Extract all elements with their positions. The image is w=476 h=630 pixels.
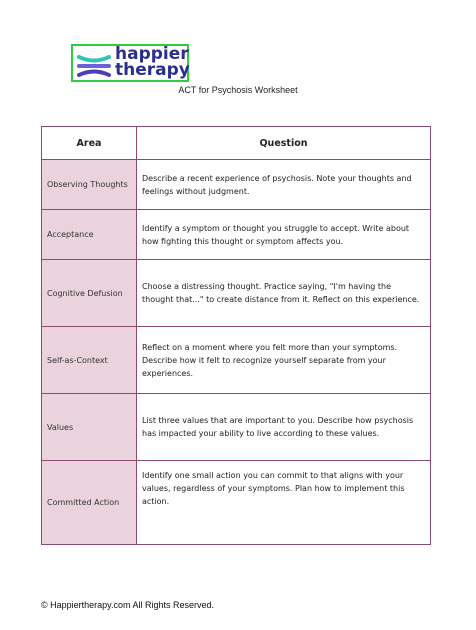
area-cell: Observing Thoughts — [42, 160, 137, 210]
logo-wave-icon — [77, 52, 111, 80]
table-row — [42, 260, 431, 327]
question-cell: Reflect on a moment where you felt more than your symptoms. Describe how it felt to recognize yourself separate from your experiences. — [137, 327, 431, 394]
worksheet-title: ACT for Psychosis Worksheet — [178, 85, 298, 95]
logo-line-1: happier — [115, 44, 189, 64]
table-row — [42, 210, 431, 260]
happier-therapy-logo — [71, 44, 189, 82]
header-area: Area — [42, 127, 137, 160]
area-cell: Acceptance — [42, 210, 137, 260]
area-cell: Committed Action — [42, 461, 137, 545]
question-cell: Choose a distressing thought. Practice saying, "I'm having the thought that..." to create distance from it. Reflect on this experience. — [137, 260, 431, 327]
area-cell: Values — [42, 394, 137, 461]
worksheet-table — [41, 126, 431, 545]
area-cell: Cognitive Defusion — [42, 260, 137, 327]
table-row — [42, 160, 431, 210]
table-row — [42, 394, 431, 461]
question-cell: Identify one small action you can commit to that aligns with your values, regardless of your symptoms. Plan how to implement this action. — [137, 461, 431, 545]
logo-wordmark — [115, 46, 190, 78]
logo-line-2: therapy — [115, 60, 190, 80]
area-cell: Self-as-Context — [42, 327, 137, 394]
table-header-row — [42, 127, 431, 160]
header-question: Question — [137, 127, 431, 160]
copyright-footer: © Happiertherapy.com All Rights Reserved. — [41, 600, 215, 610]
question-cell: Describe a recent experience of psychosis. Note your thoughts and feelings without judgment. — [137, 160, 431, 210]
question-cell: Identify a symptom or thought you struggle to accept. Write about how fighting this thought or symptom affects you. — [137, 210, 431, 260]
question-cell: List three values that are important to you. Describe how psychosis has impacted your ability to live according to these values. — [137, 394, 431, 461]
table-row — [42, 461, 431, 545]
table-row — [42, 327, 431, 394]
